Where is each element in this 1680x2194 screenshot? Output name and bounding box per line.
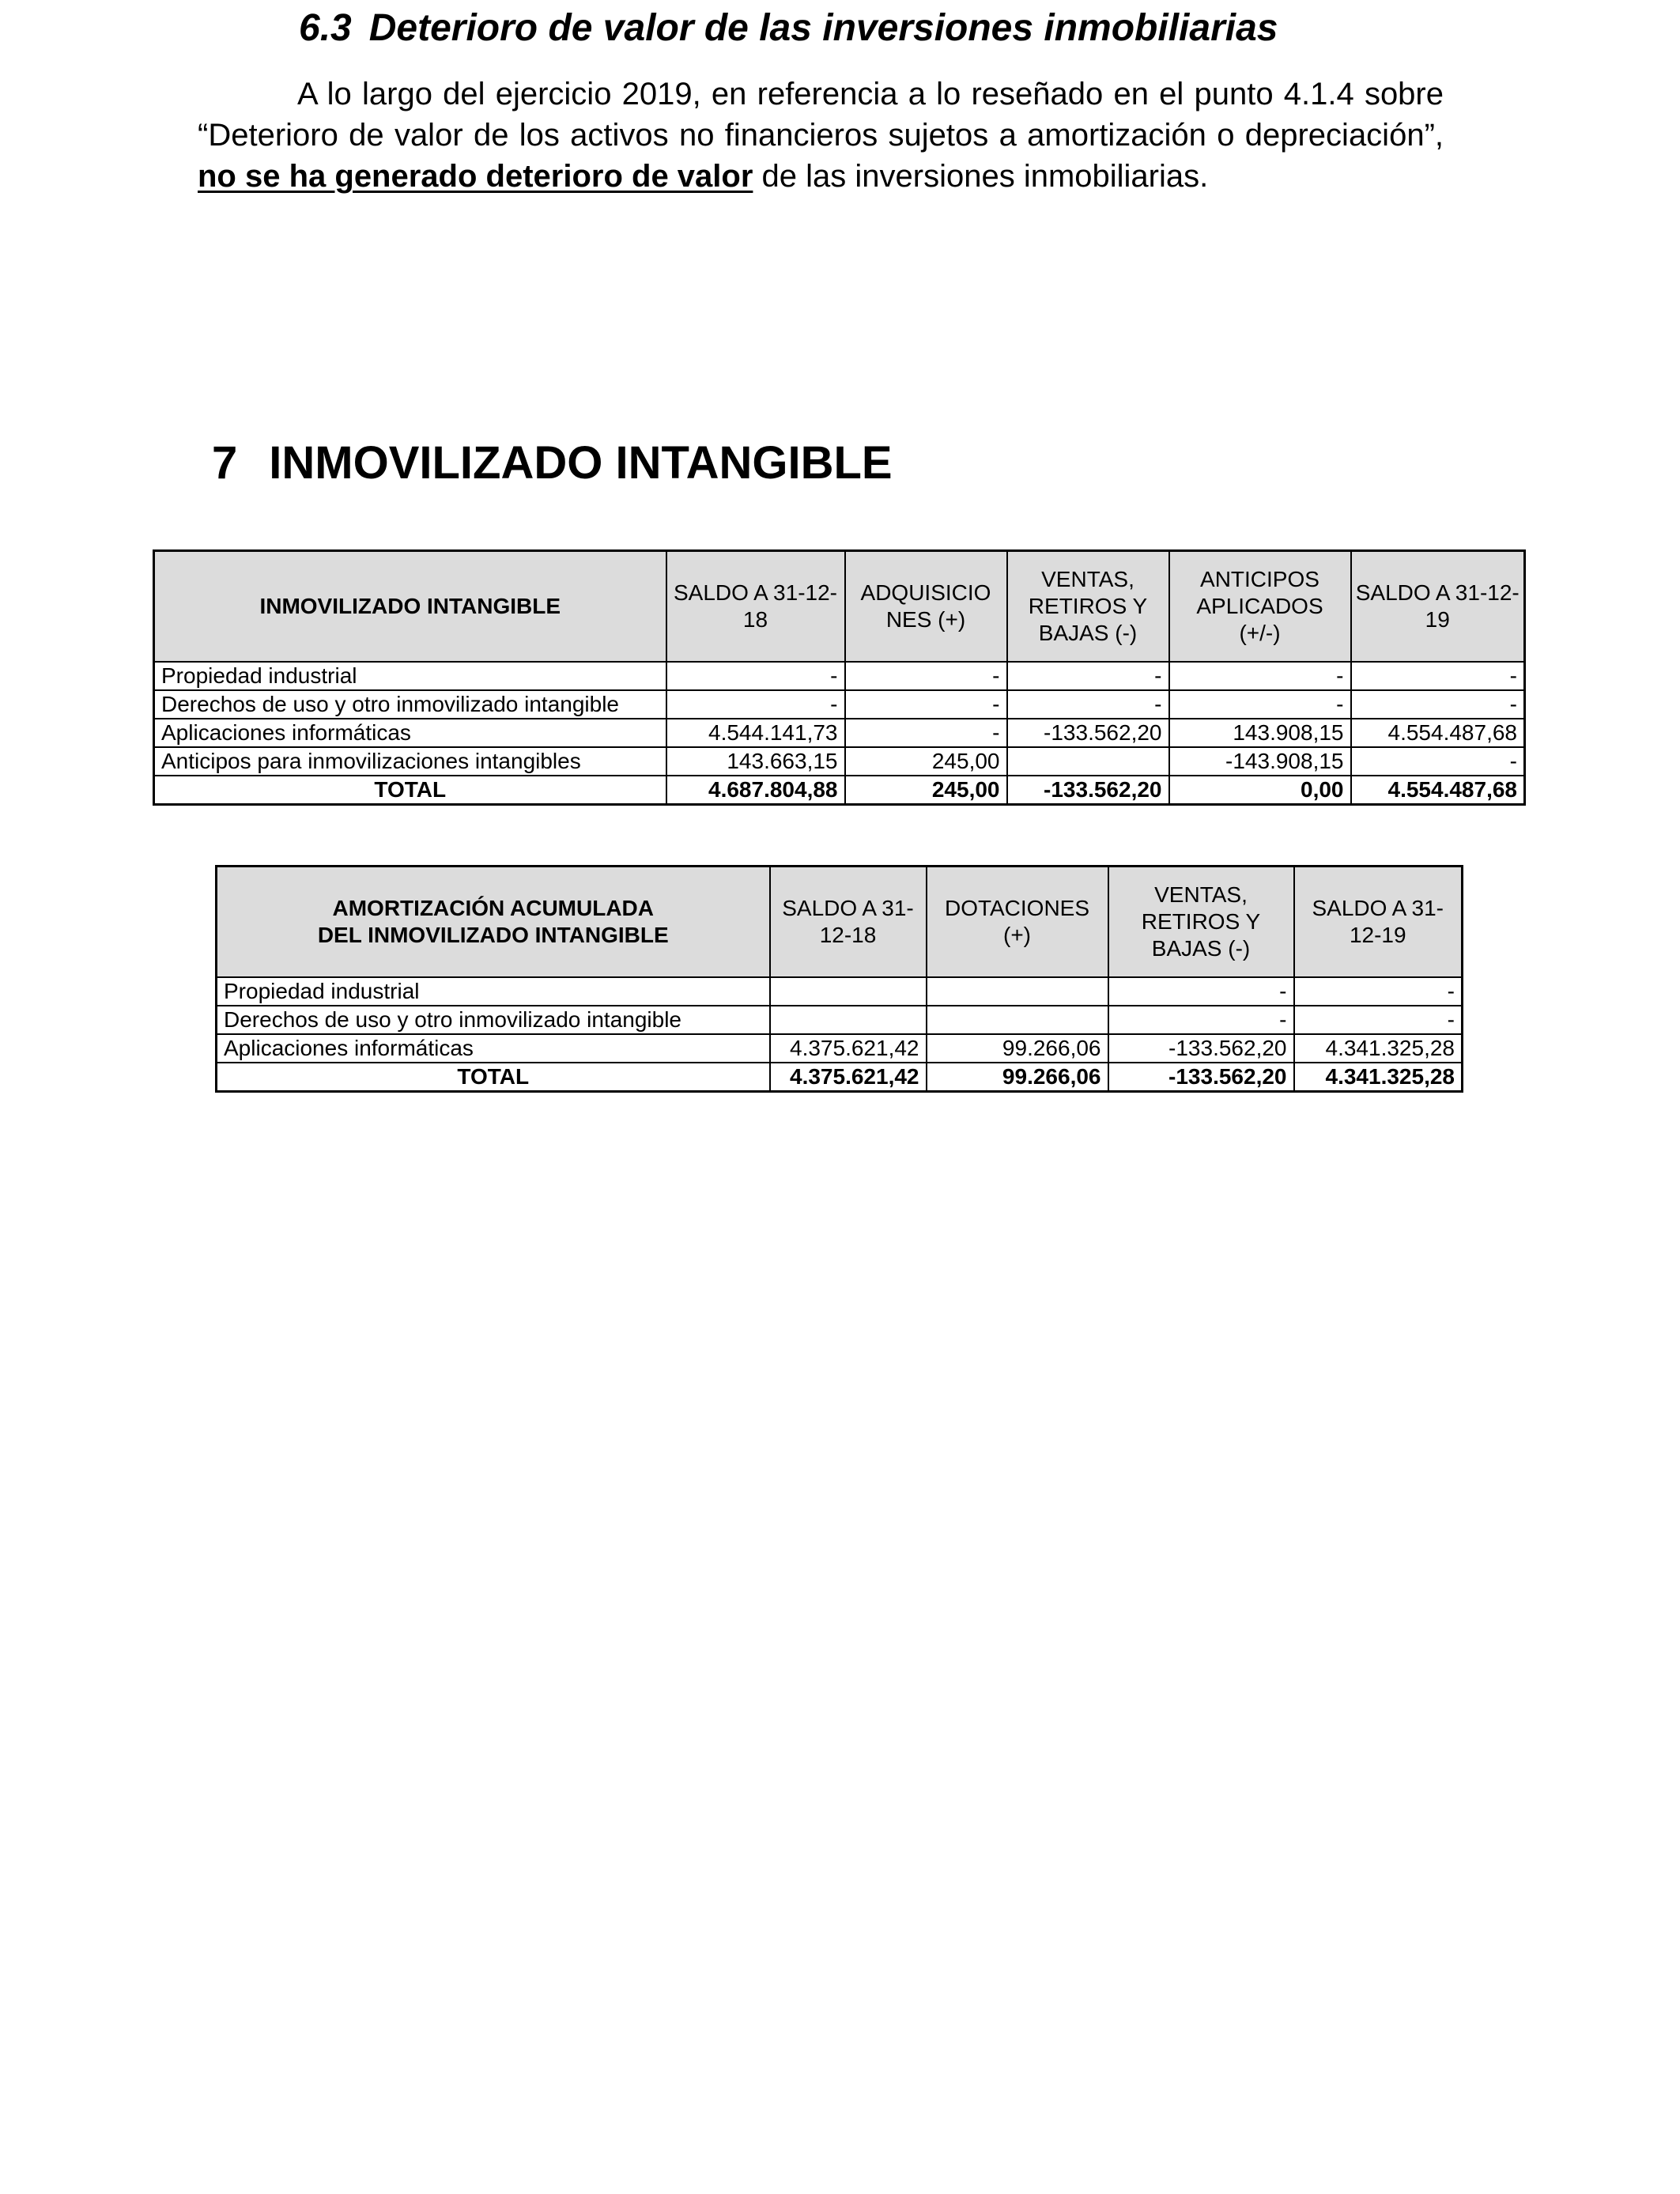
header-saldo-fin: SALDO A 31-12-19 xyxy=(1351,551,1525,662)
paragraph-text-before: A lo largo del ejercicio 2019, en referencia a lo reseñado en el punto 4.1.4 sobre “Deterioro de valor de los activos no financieros sujetos a amortización o depreciación”, xyxy=(198,77,1444,153)
cell-saldo-ini: 143.663,15 xyxy=(666,747,845,776)
cell-saldo-fin: 4.554.487,68 xyxy=(1351,719,1525,747)
header-saldo-ini: SALDO A 31-12-18 xyxy=(770,867,927,977)
cell-adquisiciones: - xyxy=(845,690,1007,719)
cell-adquisiciones: 245,00 xyxy=(845,747,1007,776)
section-7-title: INMOVILIZADO INTANGIBLE xyxy=(269,437,893,489)
row-label: Derechos de uso y otro inmovilizado intangible xyxy=(217,1006,770,1034)
cell-saldo-fin: - xyxy=(1351,662,1525,690)
cell-saldo-fin: - xyxy=(1294,977,1463,1006)
paragraph-text-after: de las inversiones inmobiliarias. xyxy=(761,159,1209,194)
total-ventas: -133.562,20 xyxy=(1007,776,1169,805)
header-title-line-1: AMORTIZACIÓN ACUMULADA xyxy=(332,895,654,920)
total-saldo-fin: 4.554.487,68 xyxy=(1351,776,1525,805)
cell-dotaciones xyxy=(927,1006,1108,1034)
total-saldo-ini: 4.375.621,42 xyxy=(770,1063,927,1092)
cell-adquisiciones: - xyxy=(845,719,1007,747)
cell-saldo-ini: 4.375.621,42 xyxy=(770,1034,927,1063)
header-saldo-fin: SALDO A 31-12-19 xyxy=(1294,867,1463,977)
header-title xyxy=(217,867,770,977)
total-label: TOTAL xyxy=(217,1063,770,1092)
table-header-row xyxy=(217,867,1463,977)
table-row xyxy=(154,690,1525,719)
row-label: Propiedad industrial xyxy=(154,662,666,690)
cell-dotaciones xyxy=(927,977,1108,1006)
table-total-row xyxy=(217,1063,1463,1092)
cell-anticipos: 143.908,15 xyxy=(1169,719,1351,747)
header-title: INMOVILIZADO INTANGIBLE xyxy=(154,551,666,662)
header-adquisiciones: ADQUISICIO NES (+) xyxy=(845,551,1007,662)
cell-ventas: -133.562,20 xyxy=(1007,719,1169,747)
table-row xyxy=(217,977,1463,1006)
header-saldo-ini: SALDO A 31-12-18 xyxy=(666,551,845,662)
header-dotaciones: DOTACIONES (+) xyxy=(927,867,1108,977)
header-anticipos: ANTICIPOS APLICADOS (+/-) xyxy=(1169,551,1351,662)
section-6-3-paragraph xyxy=(198,74,1444,197)
section-6-3-title: Deterioro de valor de las inversiones inmobiliarias xyxy=(368,7,1278,49)
section-7-number: 7 xyxy=(212,437,238,489)
cell-ventas: - xyxy=(1007,662,1169,690)
table-total-row xyxy=(154,776,1525,805)
total-label: TOTAL xyxy=(154,776,666,805)
intangible-assets-table xyxy=(153,549,1526,806)
cell-saldo-ini: - xyxy=(666,690,845,719)
table-header-row xyxy=(154,551,1525,662)
table-row xyxy=(217,1034,1463,1063)
row-label: Aplicaciones informáticas xyxy=(154,719,666,747)
total-ventas: -133.562,20 xyxy=(1108,1063,1294,1092)
cell-ventas: - xyxy=(1108,1006,1294,1034)
amortization-table xyxy=(215,865,1463,1093)
cell-saldo-fin: 4.341.325,28 xyxy=(1294,1034,1463,1063)
table-row xyxy=(154,719,1525,747)
header-title-line-2: DEL INMOVILIZADO INTANGIBLE xyxy=(317,922,669,947)
cell-dotaciones: 99.266,06 xyxy=(927,1034,1108,1063)
table-row xyxy=(217,1006,1463,1034)
section-6-3-number: 6.3 xyxy=(299,7,352,49)
cell-ventas: -133.562,20 xyxy=(1108,1034,1294,1063)
row-label: Aplicaciones informáticas xyxy=(217,1034,770,1063)
row-label: Derechos de uso y otro inmovilizado intangible xyxy=(154,690,666,719)
paragraph-emphasis: no se ha generado deterioro de valor xyxy=(198,159,753,194)
cell-anticipos: - xyxy=(1169,690,1351,719)
row-label: Anticipos para inmovilizaciones intangibles xyxy=(154,747,666,776)
cell-saldo-fin: - xyxy=(1351,747,1525,776)
cell-anticipos: -143.908,15 xyxy=(1169,747,1351,776)
total-saldo-fin: 4.341.325,28 xyxy=(1294,1063,1463,1092)
cell-saldo-ini xyxy=(770,977,927,1006)
row-label: Propiedad industrial xyxy=(217,977,770,1006)
cell-saldo-fin: - xyxy=(1351,690,1525,719)
total-dotaciones: 99.266,06 xyxy=(927,1063,1108,1092)
cell-ventas xyxy=(1007,747,1169,776)
cell-ventas: - xyxy=(1108,977,1294,1006)
cell-saldo-ini: 4.544.141,73 xyxy=(666,719,845,747)
total-adquisiciones: 245,00 xyxy=(845,776,1007,805)
table-row xyxy=(154,662,1525,690)
cell-saldo-fin: - xyxy=(1294,1006,1463,1034)
cell-saldo-ini xyxy=(770,1006,927,1034)
header-ventas: VENTAS, RETIROS Y BAJAS (-) xyxy=(1108,867,1294,977)
cell-anticipos: - xyxy=(1169,662,1351,690)
table-row xyxy=(154,747,1525,776)
cell-saldo-ini: - xyxy=(666,662,845,690)
total-saldo-ini: 4.687.804,88 xyxy=(666,776,845,805)
cell-adquisiciones: - xyxy=(845,662,1007,690)
section-7-heading xyxy=(212,436,893,489)
header-ventas: VENTAS, RETIROS Y BAJAS (-) xyxy=(1007,551,1169,662)
total-anticipos: 0,00 xyxy=(1169,776,1351,805)
section-6-3-heading xyxy=(299,6,1278,50)
cell-ventas: - xyxy=(1007,690,1169,719)
